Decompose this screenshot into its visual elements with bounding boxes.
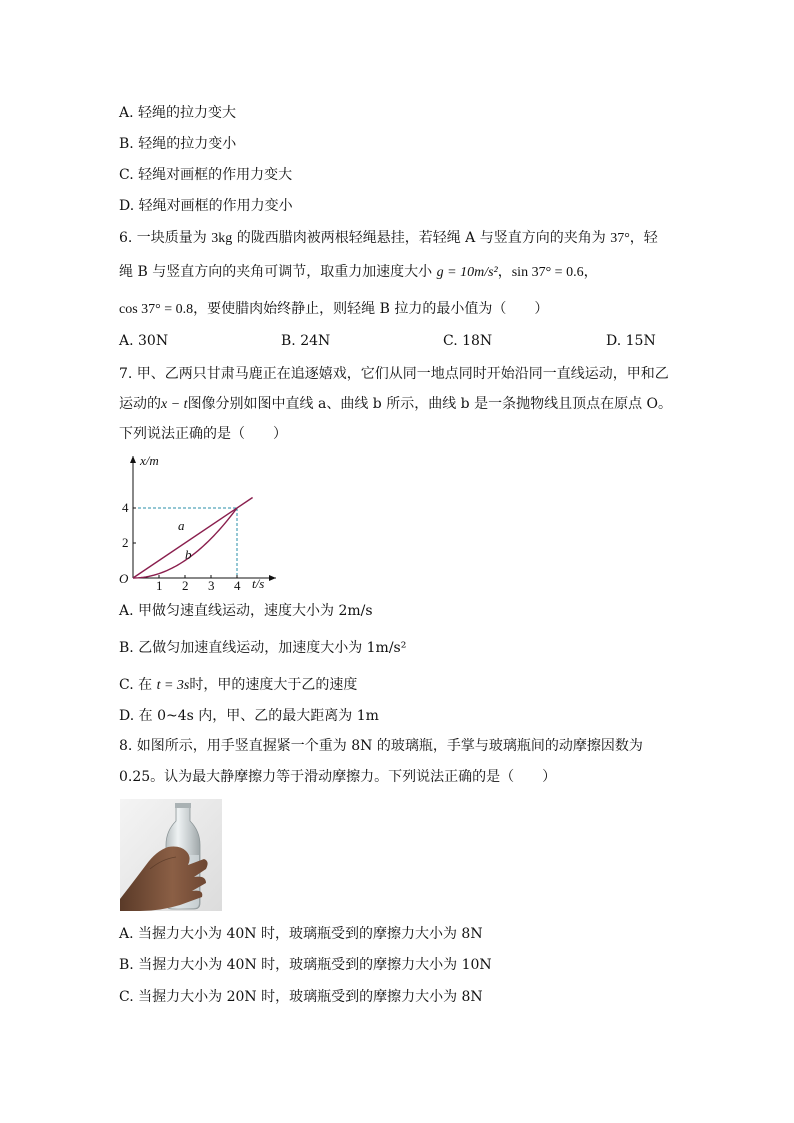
q8-stem-line-2: 0.25。认为最大静摩擦力等于滑动摩擦力。下列说法正确的是（ ） bbox=[119, 769, 557, 785]
q7-option-c: C. 在 t = 3s时，甲的速度大于乙的速度 bbox=[119, 677, 358, 693]
q7-stem-line-2: 运动的x − t图像分别如图中直线 a、曲线 b 所示，曲线 b 是一条抛物线且顶点在原点 O。 bbox=[119, 396, 673, 412]
q5-option-a: A. 轻绳的拉力变大 bbox=[119, 105, 237, 121]
q8-option-a: A. 当握力大小为 40N 时，玻璃瓶受到的摩擦力大小为 8N bbox=[119, 926, 483, 942]
series-label-b: b bbox=[185, 547, 192, 562]
q6-option-b: B. 24N bbox=[281, 333, 331, 349]
q8-option-b: B. 当握力大小为 40N 时，玻璃瓶受到的摩擦力大小为 10N bbox=[119, 957, 492, 973]
t-axis-arrow bbox=[269, 575, 276, 581]
t-tick-label: 1 bbox=[156, 578, 163, 592]
q7-option-d: D. 在 0~4s 内，甲、乙的最大距离为 1m bbox=[119, 708, 379, 724]
q7-option-a: A. 甲做匀速直线运动，速度大小为 2m/s bbox=[119, 603, 373, 619]
hand-holding-bottle-photo bbox=[120, 799, 222, 911]
t-axis-label: t/s bbox=[252, 576, 265, 591]
q6-option-d: D. 15N bbox=[606, 333, 656, 349]
t-tick-label: 2 bbox=[182, 578, 189, 592]
q7-stem-line-3: 下列说法正确的是（ ） bbox=[119, 426, 287, 442]
x-tick-label: 2 bbox=[122, 535, 129, 550]
q6-option-c: C. 18N bbox=[443, 333, 493, 349]
q8-option-c: C. 当握力大小为 20N 时，玻璃瓶受到的摩擦力大小为 8N bbox=[119, 989, 483, 1005]
q8-stem-line-1: 8. 如图所示，用手竖直握紧一个重为 8N 的玻璃瓶，手掌与玻璃瓶间的动摩擦因数为 bbox=[119, 738, 643, 754]
x-tick-label: 4 bbox=[122, 500, 129, 515]
origin-label: O bbox=[119, 571, 129, 586]
q5-option-b: B. 轻绳的拉力变小 bbox=[119, 136, 237, 152]
x-axis-label: x/m bbox=[140, 453, 159, 468]
q7-option-b: B. 乙做匀加速直线运动，加速度大小为 1m/s² bbox=[119, 640, 407, 656]
q7-stem-line-1: 7. 甲、乙两只甘肃马鹿正在追逐嬉戏，它们从同一地点同时开始沿同一直线运动，甲和乙 bbox=[119, 366, 669, 382]
line-a bbox=[133, 498, 253, 579]
q6-stem-line-1: 6. 一块质量为 3kg 的陇西腊肉被两根轻绳悬挂，若轻绳 A 与竖直方向的夹角为 37°，轻 bbox=[119, 230, 658, 246]
q6-stem-line-2: 绳 B 与竖直方向的夹角可调节，取重力加速度大小 g = 10m/s²，sin 37° = 0.6， bbox=[119, 264, 598, 280]
q5-option-d: D. 轻绳对画框的作用力变小 bbox=[119, 198, 293, 214]
x-axis-arrow bbox=[130, 456, 136, 463]
series-label-a: a bbox=[178, 518, 185, 533]
xt-graph bbox=[116, 452, 286, 592]
t-tick-label: 4 bbox=[234, 578, 241, 592]
q6-stem-line-3: cos 37° = 0.8，要使腊肉始终静止，则轻绳 B 拉力的最小值为（ ） bbox=[119, 301, 549, 317]
q5-option-c: C. 轻绳对画框的作用力变大 bbox=[119, 167, 293, 183]
q6-option-a: A. 30N bbox=[119, 333, 169, 349]
t-tick-label: 3 bbox=[208, 578, 215, 592]
